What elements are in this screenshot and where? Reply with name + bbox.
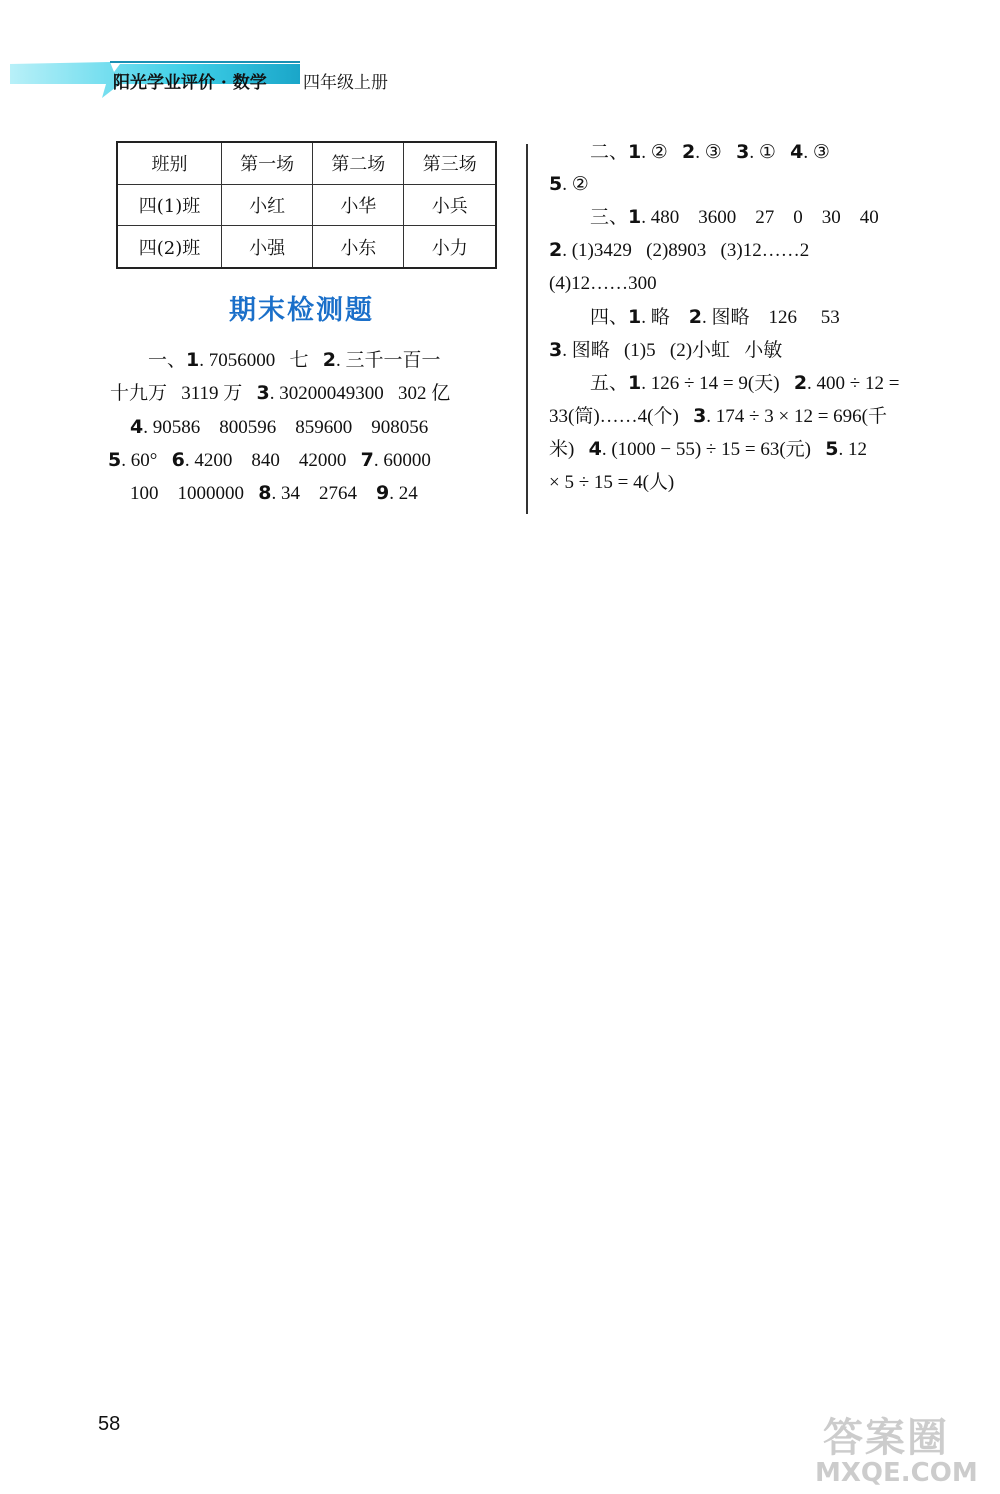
answer-text: . 12: [838, 439, 867, 460]
page-number: 58: [98, 1413, 121, 1435]
question-number: 5: [108, 449, 122, 471]
question-number: 8: [258, 482, 272, 504]
question-number: 7: [360, 449, 374, 471]
answer-line: [590, 308, 840, 327]
question-number: 2: [322, 349, 336, 371]
answer-text: . 60°: [121, 450, 172, 471]
answer-text: . 24: [389, 483, 418, 504]
question-number: 3: [736, 141, 750, 163]
watermark-top: 答案圈: [823, 1415, 949, 1461]
table-cell: 小力: [404, 226, 496, 268]
question-number: 4: [588, 438, 602, 460]
answer-text: 五、: [590, 373, 629, 394]
table-row: [117, 226, 496, 268]
question-number: 1: [628, 372, 642, 394]
answer-text: . 30200049300 302 亿: [269, 383, 451, 404]
question-number: 2: [793, 372, 808, 394]
answer-line: [108, 451, 431, 470]
answer-text: . 34 2764: [271, 483, 376, 504]
answer-text: . ②: [562, 174, 589, 195]
table-cell: 小红: [221, 184, 312, 225]
series-title: 阳光学业评价 · 数学: [113, 73, 267, 93]
answer-line: [148, 351, 441, 370]
question-number: 1: [628, 206, 642, 228]
question-number: 2: [682, 141, 696, 163]
table-row: [117, 184, 496, 225]
table-header-row: [117, 142, 496, 184]
table-cell: 四(1)班: [117, 184, 221, 225]
question-number: 3: [256, 382, 270, 404]
answer-line: [590, 374, 899, 393]
question-number: 1: [628, 141, 642, 163]
answer-text: 100 1000000: [130, 483, 259, 504]
table-header-cell: 第三场: [404, 142, 496, 184]
table-header-cell: 第一场: [221, 142, 312, 184]
watermark-bottom: MXQE.COM: [815, 1458, 978, 1488]
answer-line: [130, 484, 418, 503]
answer-text: . (1000 − 55) ÷ 15 = 63(元): [601, 439, 826, 460]
question-number: 3: [693, 405, 707, 427]
watermark: [815, 1406, 995, 1492]
answer-text: . 60000: [373, 450, 431, 471]
question-number: 5: [825, 438, 839, 460]
question-number: 1: [628, 306, 642, 328]
question-number: 4: [790, 141, 804, 163]
section-title: 期末检测题: [229, 295, 374, 326]
answer-text: . 图略 (1)5 (2)小虹 小敏: [562, 340, 783, 361]
grade-label: 四年级上册: [303, 73, 388, 93]
answer-text: . ③: [695, 142, 737, 163]
answer-text: . 图略 126 53: [702, 307, 840, 328]
table-cell: 四(2)班: [117, 226, 221, 268]
answer-text: 二、: [590, 142, 629, 163]
answer-text: 十九万 3119 万: [110, 383, 257, 404]
answer-text: 33(筒)……4(个): [549, 406, 694, 427]
answer-text: . (1)3429 (2)8903 (3)12……2: [562, 240, 810, 261]
answer-text: . 7056000 七: [199, 350, 323, 371]
answer-text: . 4200 840 42000: [184, 450, 361, 471]
answer-line: [549, 175, 589, 194]
answer-text: . 174 ÷ 3 × 12 = 696(千: [706, 406, 887, 427]
column-divider: [526, 144, 528, 514]
answer-text: . 400 ÷ 12 =: [807, 373, 900, 394]
question-number: 2: [688, 306, 702, 328]
question-number: 1: [186, 349, 200, 371]
table-header-cell: 班别: [117, 142, 221, 184]
question-number: 2: [549, 239, 563, 261]
answer-line: [549, 407, 887, 426]
question-number: 3: [549, 339, 563, 361]
answer-line: [590, 143, 830, 162]
answer-line: [549, 341, 782, 360]
answer-text: . ③: [803, 142, 830, 163]
answer-line: [130, 418, 428, 437]
table-cell: 小华: [313, 184, 404, 225]
answer-text: 三、: [590, 207, 629, 228]
answer-text: . ②: [641, 142, 683, 163]
answer-text: . 126 ÷ 14 = 9(天): [641, 373, 794, 394]
answer-text: . 略: [641, 307, 689, 328]
table-cell: 小兵: [404, 184, 496, 225]
answer-line: [549, 241, 809, 260]
answer-text: . ①: [749, 142, 791, 163]
answer-line: [549, 473, 674, 492]
question-number: 6: [171, 449, 185, 471]
table-cell: 小强: [221, 226, 312, 268]
answer-text: . 90586 800596 859600 908056: [143, 417, 429, 438]
answer-text: × 5 ÷ 15 = 4(人): [549, 472, 675, 493]
answer-text: 四、: [590, 307, 629, 328]
table-header-cell: 第二场: [313, 142, 404, 184]
answer-text: . 480 3600 27 0 30 40: [641, 207, 879, 228]
schedule-table: [116, 141, 497, 269]
answer-line: [590, 208, 879, 227]
answer-line: [549, 440, 867, 459]
answer-text: (4)12……300: [549, 273, 657, 294]
question-number: 5: [549, 173, 563, 195]
answer-text: 一、: [148, 350, 187, 371]
table-cell: 小东: [313, 226, 404, 268]
answer-text: 米): [549, 439, 589, 460]
answer-line: [110, 384, 450, 403]
answer-line: [549, 274, 657, 293]
question-number: 4: [130, 416, 144, 438]
question-number: 9: [375, 482, 390, 504]
answer-text: . 三千一百一: [336, 350, 441, 371]
